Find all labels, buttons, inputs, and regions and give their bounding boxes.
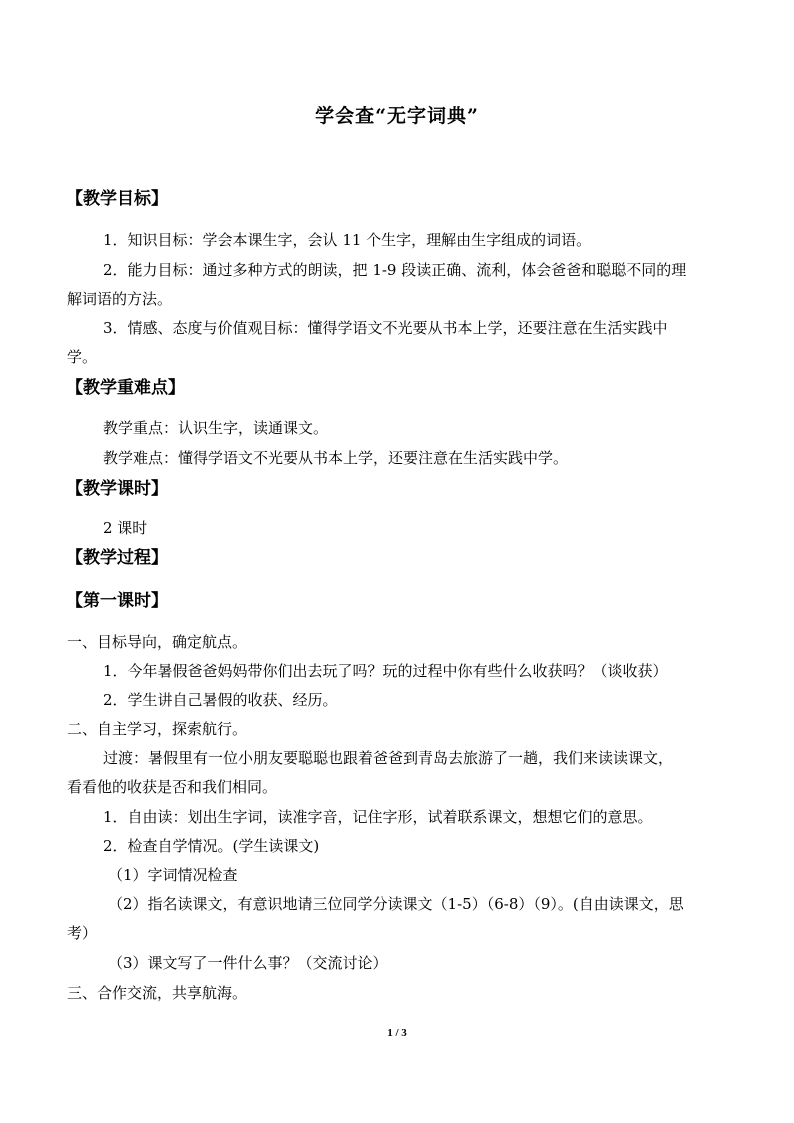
key-difficulty: 教学难点：懂得学语文不光要从书本上学，还要注意在生活实践中学。	[103, 449, 569, 467]
sub-item1: （1）字词情况检查	[108, 866, 238, 884]
goal-emotion-line1: 3．情感、态度与价值观目标：懂得学语文不光要从书本上学，还要注意在生活实践中	[103, 319, 668, 337]
transition-line1: 过渡：暑假里有一位小朋友要聪聪也跟着爸爸到青岛去旅游了一趟，我们来读读课文，	[103, 749, 674, 767]
goal-ability-line1: 2．能力目标：通过多种方式的朗读，把 1-9 段读正确、流利，体会爸爸和聪聪不同的理	[103, 261, 687, 279]
heading-teaching-process: 【教学过程】	[66, 548, 168, 568]
class-hours-value: 2 课时	[103, 519, 148, 537]
step-two-item1: 1．自由读：划出生字词，读准字音，记住字形，试着联系课文，想想它们的意思。	[103, 808, 653, 826]
step-one-title: 一、目标导向，确定航点。	[67, 633, 248, 651]
heading-key-points: 【教学重难点】	[66, 378, 185, 398]
step-three-title: 三、合作交流，共享航海。	[67, 984, 248, 1002]
heading-teaching-goals: 【教学目标】	[66, 189, 168, 209]
transition-line2: 看看他的收获是否和我们相同。	[67, 778, 278, 796]
key-focus: 教学重点：认识生字，读通课文。	[103, 419, 329, 437]
step-one-item1: 1．今年暑假爸爸妈妈带你们出去玩了吗？玩的过程中你有些什么收获吗？（谈收获）	[103, 662, 668, 680]
step-two-title: 二、自主学习，探索航行。	[67, 720, 248, 738]
heading-first-lesson: 【第一课时】	[66, 591, 168, 611]
sub-item2-line1: （2）指名读课文，有意识地请三位同学分读课文（1-5）（6-8）（9）。(自由读课文，思	[108, 895, 684, 913]
sub-item2-line2: 考）	[67, 924, 98, 942]
heading-class-hours: 【教学课时】	[66, 479, 168, 499]
step-two-item2: 2．检查自学情况。(学生读课文)	[103, 837, 320, 855]
goal-ability-line2: 解词语的方法。	[67, 290, 173, 308]
goal-emotion-line2: 学。	[67, 348, 98, 366]
page-number: 1 / 3	[387, 1027, 407, 1039]
goal-knowledge: 1．知识目标：学会本课生字，会认 11 个生字，理解由生字组成的词语。	[103, 231, 592, 249]
sub-item3: （3）课文写了一件什么事？（交流讨论）	[108, 954, 388, 972]
step-one-item2: 2．学生讲自己暑假的收获、经历。	[103, 691, 338, 709]
page-title: 学会查“无字词典”	[315, 105, 479, 127]
